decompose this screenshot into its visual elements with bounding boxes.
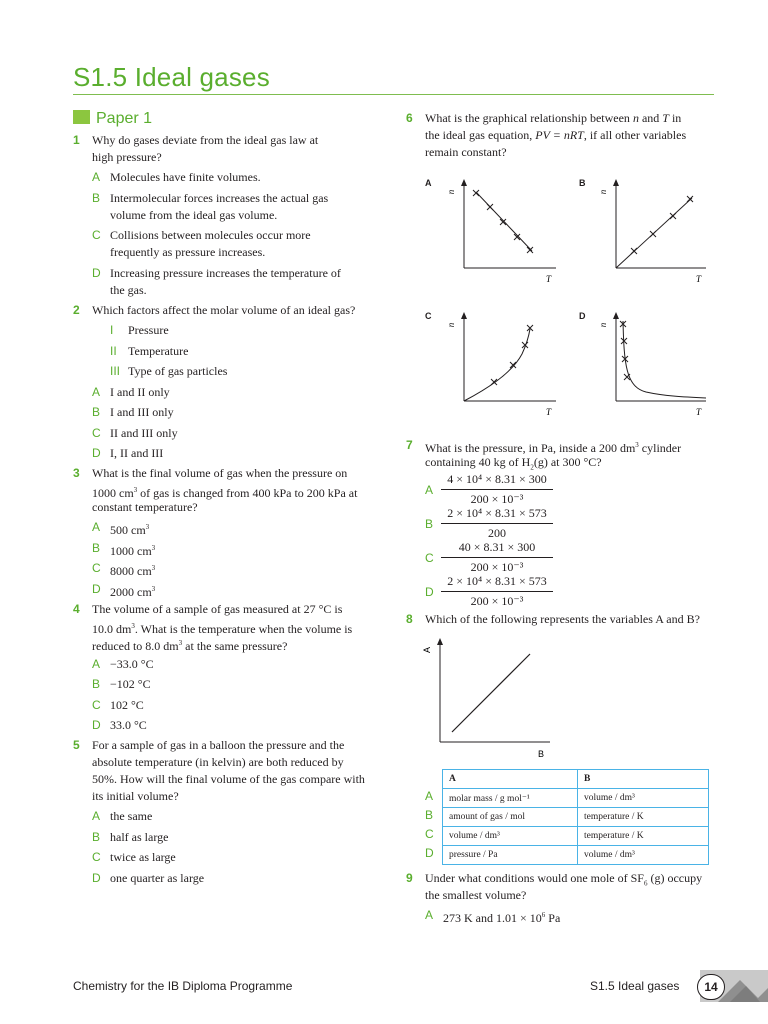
row-letter: C bbox=[425, 827, 434, 841]
option-letter: B bbox=[92, 405, 101, 419]
option-text: Molecules have finite volumes. bbox=[110, 170, 261, 184]
axis-label-y: n bbox=[598, 322, 608, 328]
fraction-numerator: 40 × 8.31 × 300 bbox=[441, 540, 553, 558]
question-number: 2 bbox=[73, 303, 80, 317]
option-text: 1000 $cm^3$ bbox=[110, 544, 156, 558]
heading-marker-icon bbox=[73, 110, 90, 124]
option-letter: A bbox=[425, 908, 434, 922]
fraction-denominator: 200 × 10⁻³ bbox=[470, 560, 524, 574]
option-letter: C bbox=[92, 561, 101, 575]
option-text: II and III only bbox=[110, 426, 178, 440]
graph-label: C bbox=[425, 311, 432, 321]
option-text: twice as large bbox=[110, 850, 176, 864]
table-cell: volume / dm³ bbox=[578, 846, 709, 865]
fraction-numerator: 2 × 10⁴ × 8.31 × 573 bbox=[441, 506, 553, 524]
axis-label-y: n bbox=[446, 189, 456, 195]
roman-numeral: II bbox=[110, 344, 117, 358]
graph-a bbox=[440, 176, 570, 288]
option-letter: A bbox=[92, 809, 101, 823]
question-text: its initial volume? bbox=[92, 789, 179, 803]
axis-label-x: T bbox=[546, 407, 552, 417]
option-text: −33.0 °C bbox=[110, 657, 154, 671]
factor-text: Pressure bbox=[128, 323, 169, 337]
data-points bbox=[473, 190, 533, 253]
option-text: Collisions between molecules occur more bbox=[110, 228, 311, 242]
fraction-denominator: 200 × 10⁻³ bbox=[470, 594, 524, 608]
graph-c bbox=[440, 309, 570, 421]
row-letter: A bbox=[425, 789, 434, 803]
row-letter: D bbox=[425, 846, 434, 860]
option-letter: B bbox=[92, 541, 101, 555]
question-text: Which factors affect the molar volume of an ideal gas? bbox=[92, 303, 356, 317]
question-text: What is the graphical relationship between n and T in bbox=[425, 111, 682, 125]
question-number: 1 bbox=[73, 133, 80, 147]
option-letter: D bbox=[425, 585, 434, 599]
table-row bbox=[443, 846, 709, 865]
graph-label: A bbox=[425, 178, 432, 188]
question-text: Why do gases deviate from the ideal gas law at bbox=[92, 133, 319, 147]
question-number: 9 bbox=[406, 871, 413, 885]
title-rule bbox=[73, 94, 714, 95]
question-text: 10.0 $dm^3$. What is the temperature when the volume is bbox=[92, 622, 353, 636]
question-text: remain constant? bbox=[425, 145, 507, 159]
option-fraction bbox=[441, 540, 553, 575]
option-letter: D bbox=[92, 266, 101, 280]
option-letter: B bbox=[92, 677, 101, 691]
option-text: the gas. bbox=[110, 283, 147, 297]
question-number: 5 bbox=[73, 738, 80, 752]
option-fraction bbox=[441, 506, 553, 541]
footer-book-title: Chemistry for the IB Diploma Programme bbox=[73, 979, 293, 993]
option-letter: B bbox=[92, 830, 101, 844]
table-cell: pressure / Pa bbox=[443, 846, 578, 865]
axis-label-x: B bbox=[538, 749, 545, 759]
question-text: absolute temperature (in kelvin) are both reduced by bbox=[92, 755, 344, 769]
table-row bbox=[443, 827, 709, 846]
question-number: 7 bbox=[406, 438, 413, 452]
option-letter: C bbox=[92, 228, 101, 242]
option-text: half as large bbox=[110, 830, 169, 844]
table-cell: temperature / K bbox=[578, 827, 709, 846]
column-header: B bbox=[578, 770, 709, 789]
option-letter: C bbox=[92, 698, 101, 712]
option-letter: D bbox=[92, 718, 101, 732]
option-letter: C bbox=[425, 551, 434, 565]
option-text: 8000 $cm^3$ bbox=[110, 564, 156, 578]
table-row bbox=[443, 789, 709, 808]
data-points bbox=[491, 325, 533, 385]
option-text: I and III only bbox=[110, 405, 174, 419]
option-letter: A bbox=[92, 657, 101, 671]
question-text: constant temperature? bbox=[92, 500, 198, 514]
option-letter: C bbox=[92, 850, 101, 864]
graph-q8 bbox=[420, 632, 560, 762]
axis-label-y: n bbox=[446, 322, 456, 328]
option-letter: A bbox=[425, 483, 434, 497]
table-cell: molar mass / g mol⁻¹ bbox=[443, 789, 578, 808]
option-letter: D bbox=[92, 871, 101, 885]
page-title: S1.5 Ideal gases bbox=[73, 62, 270, 92]
option-text: −102 °C bbox=[110, 677, 151, 691]
option-text: I, II and III bbox=[110, 446, 164, 460]
question-number: 3 bbox=[73, 466, 80, 480]
option-letter: B bbox=[425, 517, 434, 531]
question-text: What is the final volume of gas when the pressure on bbox=[92, 466, 348, 480]
option-text: one quarter as large bbox=[110, 871, 205, 885]
table-cell: volume / dm³ bbox=[443, 827, 578, 846]
axis-label-x: T bbox=[696, 274, 702, 284]
option-text: Intermolecular forces increases the actual gas bbox=[110, 191, 329, 205]
question-text: reduced to 8.0 $dm^3$ at the same pressure? bbox=[92, 639, 288, 653]
question-text: high pressure? bbox=[92, 150, 162, 164]
option-fraction bbox=[441, 574, 553, 609]
question-text: 50%. How will the final volume of the gas compare with bbox=[92, 772, 365, 786]
fraction-denominator: 200 × 10⁻³ bbox=[470, 492, 524, 506]
axis-label-y: n bbox=[598, 189, 608, 195]
fraction-numerator: 2 × 10⁴ × 8.31 × 573 bbox=[441, 574, 553, 592]
option-text: 33.0 °C bbox=[110, 718, 147, 732]
option-text: I and II only bbox=[110, 385, 170, 399]
option-text: the same bbox=[110, 809, 153, 823]
option-letter: D bbox=[92, 582, 101, 596]
question-text: What is the pressure, in Pa, inside a 200 $dm^3$ cylinder bbox=[425, 441, 682, 455]
table-cell: amount of gas / mol bbox=[443, 808, 578, 827]
question-text: 1000 $cm^3$ of gas is changed from 400 kPa to 200 kPa at bbox=[92, 486, 358, 500]
question-text: Under what conditions would one mole of $SF_6$ (g) occupy bbox=[425, 871, 703, 888]
question-text: For a sample of gas in a balloon the pressure and the bbox=[92, 738, 345, 752]
question-text: Which of the following represents the variables A and B? bbox=[425, 612, 700, 626]
option-text: 2000 $cm^3$ bbox=[110, 585, 156, 599]
answer-table bbox=[442, 769, 709, 865]
axis-label-x: T bbox=[546, 274, 552, 284]
row-letter: B bbox=[425, 808, 434, 822]
question-text: the smallest volume? bbox=[425, 888, 527, 902]
option-text: 102 °C bbox=[110, 698, 144, 712]
graph-d bbox=[594, 309, 714, 421]
section-heading bbox=[73, 110, 152, 128]
graph-label: B bbox=[579, 178, 586, 188]
option-text: frequently as pressure increases. bbox=[110, 245, 266, 259]
axis-label-y: A bbox=[422, 646, 432, 654]
option-text: 273 K and $1.01 \times 10^6$ Pa bbox=[443, 911, 561, 925]
fraction-numerator: 4 × 10⁴ × 8.31 × 300 bbox=[441, 472, 553, 490]
section-heading-text: Paper 1 bbox=[96, 110, 153, 127]
option-letter: C bbox=[92, 426, 101, 440]
graph-b bbox=[594, 176, 714, 288]
option-fraction bbox=[441, 472, 553, 507]
option-letter: B bbox=[92, 191, 101, 205]
option-letter: A bbox=[92, 170, 101, 184]
graph-label: D bbox=[579, 311, 586, 321]
question-text: the ideal gas equation, PV = nRT, if all other variables bbox=[425, 128, 687, 142]
option-letter: D bbox=[92, 446, 101, 460]
option-letter: A bbox=[92, 520, 101, 534]
column-header: A bbox=[443, 770, 578, 789]
data-points bbox=[620, 321, 630, 380]
table-header-row bbox=[443, 770, 709, 789]
roman-numeral: I bbox=[110, 323, 114, 337]
option-text: Increasing pressure increases the temperature of bbox=[110, 266, 341, 280]
table-cell: volume / dm³ bbox=[578, 789, 709, 808]
question-text: The volume of a sample of gas measured at 27 °C is bbox=[92, 602, 343, 616]
axis-label-x: T bbox=[696, 407, 702, 417]
fraction-denominator: 200 bbox=[488, 526, 506, 540]
table-cell: temperature / K bbox=[578, 808, 709, 827]
option-text: volume from the ideal gas volume. bbox=[110, 208, 278, 222]
table-row bbox=[443, 808, 709, 827]
option-letter: A bbox=[92, 385, 101, 399]
footer-section-title: S1.5 Ideal gases bbox=[590, 979, 680, 993]
factor-text: Temperature bbox=[128, 344, 189, 358]
page-number: 14 bbox=[697, 974, 725, 1000]
factor-text: Type of gas particles bbox=[128, 364, 228, 378]
roman-numeral: III bbox=[110, 364, 121, 378]
question-number: 4 bbox=[73, 602, 80, 616]
option-text: 500 $cm^3$ bbox=[110, 523, 150, 537]
question-number: 8 bbox=[406, 612, 413, 626]
question-number: 6 bbox=[406, 111, 413, 125]
question-text: containing 40 kg of $H_2(g)$ at 300 °C? bbox=[425, 455, 602, 472]
